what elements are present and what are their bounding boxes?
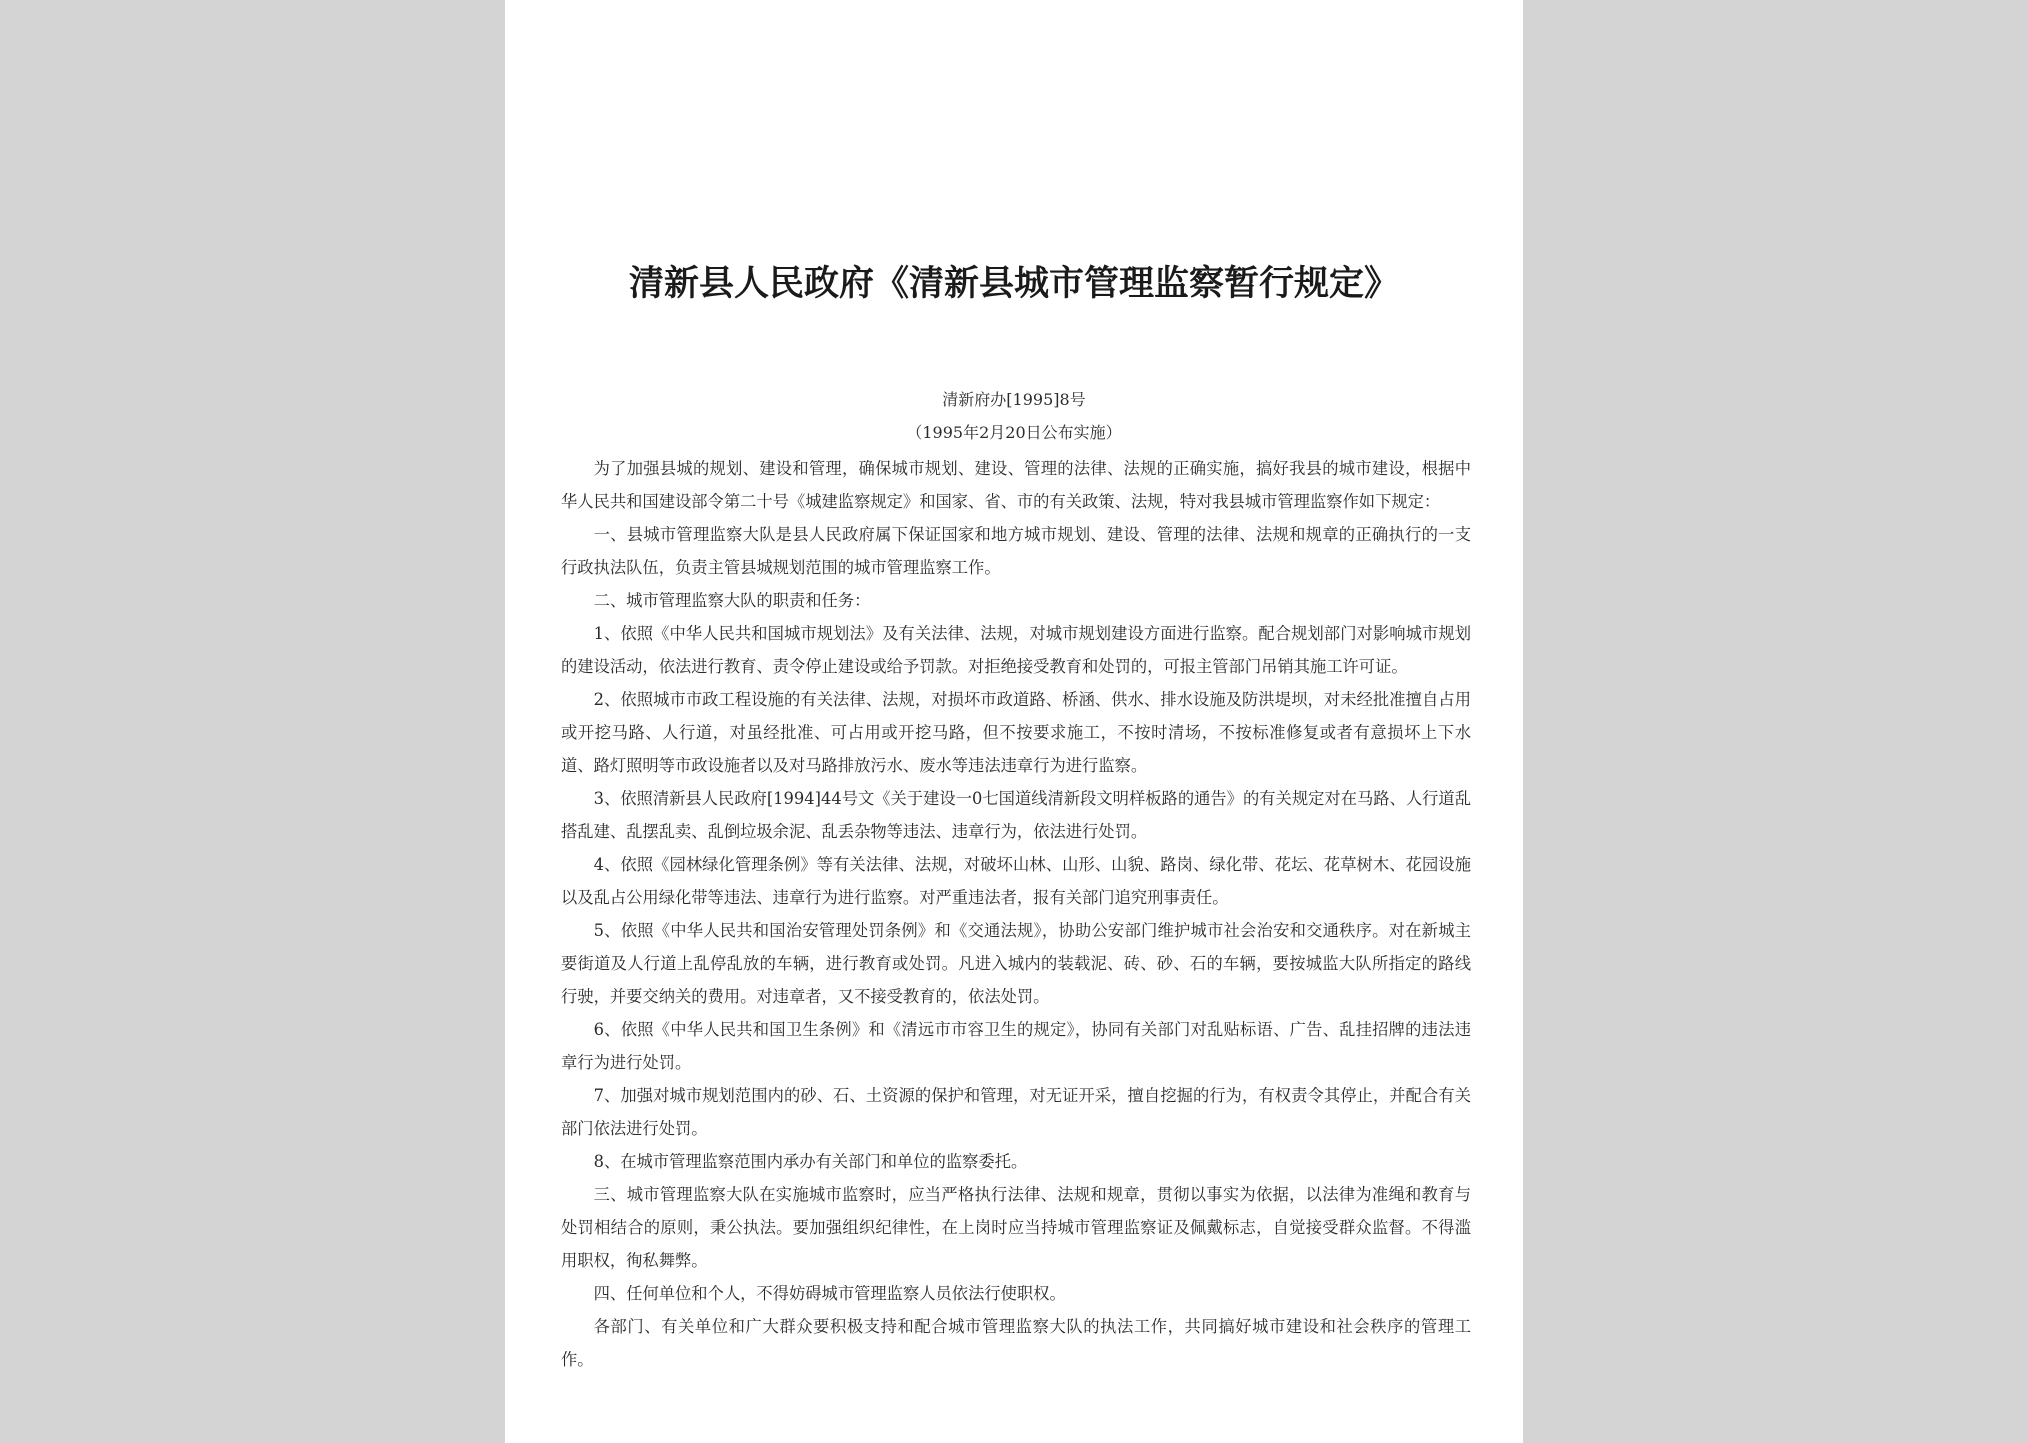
paragraph-article-2: 二、城市管理监察大队的职责和任务： xyxy=(593,591,871,610)
document-title: 清新县人民政府《清新县城市管理监察暂行规定》 xyxy=(628,263,1399,304)
document-body xyxy=(561,452,1471,1376)
paragraph-item-8: 8、在城市管理监察范围内承办有关部门和单位的监察委托。 xyxy=(593,1152,1028,1171)
promulgation-date: （1995年2月20日公布实施） xyxy=(906,423,1122,442)
paragraph-item-1: 1、依照《中华人民共和国城市规划法》及有关法律、法规，对城市规划建设方面进行监察。配合规划部门对影响城市规划的建设活动，依法进行教育、责令停止建设或给予罚款。对拒绝接受教育和处罚的，可报主管部门吊销其施工许可证。 xyxy=(561,624,1471,676)
paragraph-item-6: 6、依照《中华人民共和国卫生条例》和《清远市市容卫生的规定》，协同有关部门对乱贴标语、广告、乱挂招牌的违法违章行为进行处罚。 xyxy=(561,1020,1471,1072)
paragraph-article-1: 一、县城市管理监察大队是县人民政府属下保证国家和地方城市规划、建设、管理的法律、法规和规章的正确执行的一支行政执法队伍，负责主管县城规划范围的城市管理监察工作。 xyxy=(561,525,1471,577)
paragraph-item-5: 5、依照《中华人民共和国治安管理处罚条例》和《交通法规》，协助公安部门维护城市社会治安和交通秩序。对在新城主要街道及人行道上乱停乱放的车辆，进行教育或处罚。凡进入城内的装载泥、砖、砂、石的车辆，要按城监大队所指定的路线行驶，并要交纳关的费用。对违章者，又不接受教育的，依法处罚。 xyxy=(561,921,1471,1006)
paragraph-closing: 各部门、有关单位和广大群众要积极支持和配合城市管理监察大队的执法工作，共同搞好城市建设和社会秩序的管理工作。 xyxy=(561,1317,1471,1369)
paragraph-article-4: 四、任何单位和个人，不得妨碍城市管理监察人员依法行使职权。 xyxy=(593,1284,1066,1303)
document-page xyxy=(505,0,1523,1443)
paragraph-item-7: 7、加强对城市规划范围内的砂、石、土资源的保护和管理，对无证开采，擅自挖掘的行为，有权责令其停止，并配合有关部门依法进行处罚。 xyxy=(561,1086,1471,1138)
paragraph-article-3: 三、城市管理监察大队在实施城市监察时，应当严格执行法律、法规和规章，贯彻以事实为依据，以法律为准绳和教育与处罚相结合的原则，秉公执法。要加强组织纪律性，在上岗时应当持城市管理监察证及佩戴标志，自觉接受群众监督。不得滥用职权，徇私舞弊。 xyxy=(561,1185,1471,1270)
paragraph-item-2: 2、依照城市市政工程设施的有关法律、法规，对损坏市政道路、桥涵、供水、排水设施及防洪堤坝，对未经批准擅自占用或开挖马路、人行道，对虽经批准、可占用或开挖马路，但不按要求施工，不按时清场，不按标准修复或者有意损坏上下水道、路灯照明等市政设施者以及对马路排放污水、废水等违法违章行为进行监察。 xyxy=(561,690,1471,775)
paragraph-item-4: 4、依照《园林绿化管理条例》等有关法律、法规，对破坏山林、山形、山貌、路岗、绿化带、花坛、花草树木、花园设施以及乱占公用绿化带等违法、违章行为进行监察。对严重违法者，报有关部门追究刑事责任。 xyxy=(561,855,1471,907)
document-number: 清新府办[1995]8号 xyxy=(942,390,1086,409)
paragraph-preamble: 为了加强县城的规划、建设和管理，确保城市规划、建设、管理的法律、法规的正确实施，搞好我县的城市建设，根据中华人民共和国建设部令第二十号《城建监察规定》和国家、省、市的有关政策、法规，特对我县城市管理监察作如下规定： xyxy=(561,459,1471,511)
paragraph-item-3: 3、依照清新县人民政府[1994]44号文《关于建设一0七国道线清新段文明样板路的通告》的有关规定对在马路、人行道乱搭乱建、乱摆乱卖、乱倒垃圾余泥、乱丢杂物等违法、违章行为，依法进行处罚。 xyxy=(561,789,1471,841)
